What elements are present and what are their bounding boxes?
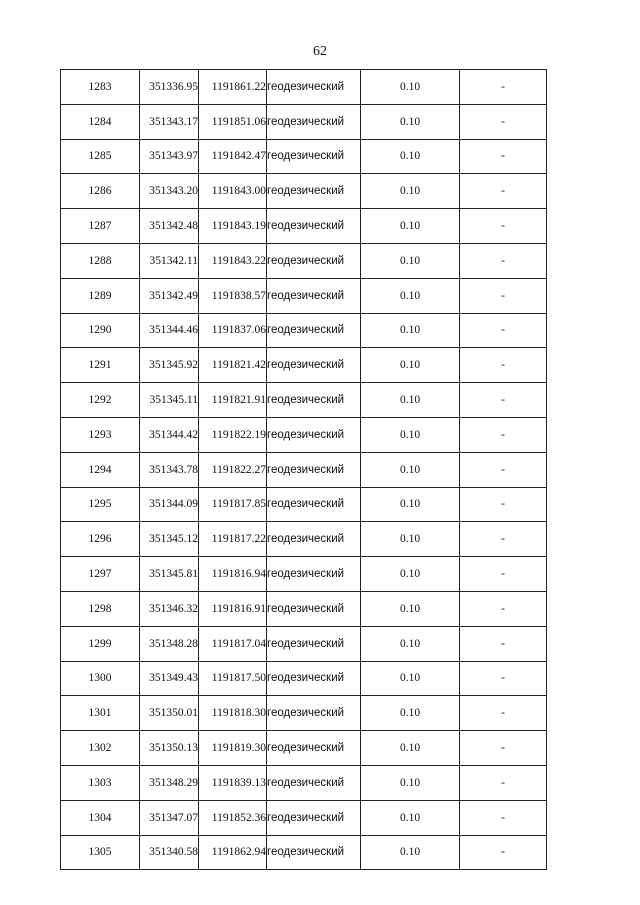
point-number-cell: 1295: [61, 487, 140, 522]
method-cell: геодезический: [267, 243, 361, 278]
note-cell: -: [460, 174, 547, 209]
note-cell: -: [460, 591, 547, 626]
accuracy-cell: 0.10: [361, 104, 460, 139]
method-cell: геодезический: [267, 765, 361, 800]
y-coordinate-cell: 1191817.04: [199, 626, 267, 661]
y-coordinate-cell: 1191839.13: [199, 765, 267, 800]
table-row: [61, 348, 547, 383]
note-cell: -: [460, 209, 547, 244]
x-coordinate-cell: 351343.78: [140, 452, 199, 487]
y-coordinate-cell: 1191818.30: [199, 696, 267, 731]
point-number-cell: 1292: [61, 383, 140, 418]
accuracy-cell: 0.10: [361, 243, 460, 278]
note-cell: -: [460, 417, 547, 452]
point-number-cell: 1288: [61, 243, 140, 278]
table-row: [61, 765, 547, 800]
point-number-cell: 1298: [61, 591, 140, 626]
x-coordinate-cell: 351344.46: [140, 313, 199, 348]
point-number-cell: 1296: [61, 522, 140, 557]
y-coordinate-cell: 1191821.42: [199, 348, 267, 383]
accuracy-cell: 0.10: [361, 70, 460, 105]
x-coordinate-cell: 351348.28: [140, 626, 199, 661]
y-coordinate-cell: 1191816.94: [199, 557, 267, 592]
accuracy-cell: 0.10: [361, 174, 460, 209]
point-number-cell: 1290: [61, 313, 140, 348]
method-cell: геодезический: [267, 417, 361, 452]
x-coordinate-cell: 351347.07: [140, 800, 199, 835]
y-coordinate-cell: 1191843.00: [199, 174, 267, 209]
table-row: [61, 417, 547, 452]
point-number-cell: 1291: [61, 348, 140, 383]
note-cell: -: [460, 452, 547, 487]
note-cell: -: [460, 278, 547, 313]
accuracy-cell: 0.10: [361, 591, 460, 626]
method-cell: геодезический: [267, 104, 361, 139]
accuracy-cell: 0.10: [361, 661, 460, 696]
method-cell: геодезический: [267, 522, 361, 557]
accuracy-cell: 0.10: [361, 696, 460, 731]
y-coordinate-cell: 1191851.06: [199, 104, 267, 139]
x-coordinate-cell: 351349.43: [140, 661, 199, 696]
point-number-cell: 1297: [61, 557, 140, 592]
point-number-cell: 1299: [61, 626, 140, 661]
table-row: [61, 209, 547, 244]
point-number-cell: 1302: [61, 731, 140, 766]
accuracy-cell: 0.10: [361, 487, 460, 522]
y-coordinate-cell: 1191852.36: [199, 800, 267, 835]
x-coordinate-cell: 351342.49: [140, 278, 199, 313]
accuracy-cell: 0.10: [361, 522, 460, 557]
note-cell: -: [460, 522, 547, 557]
point-number-cell: 1300: [61, 661, 140, 696]
x-coordinate-cell: 351350.01: [140, 696, 199, 731]
method-cell: геодезический: [267, 70, 361, 105]
point-number-cell: 1284: [61, 104, 140, 139]
point-number-cell: 1293: [61, 417, 140, 452]
accuracy-cell: 0.10: [361, 835, 460, 870]
method-cell: геодезический: [267, 626, 361, 661]
note-cell: -: [460, 70, 547, 105]
note-cell: -: [460, 626, 547, 661]
note-cell: -: [460, 765, 547, 800]
table-row: [61, 731, 547, 766]
y-coordinate-cell: 1191822.19: [199, 417, 267, 452]
note-cell: -: [460, 557, 547, 592]
method-cell: геодезический: [267, 174, 361, 209]
note-cell: -: [460, 243, 547, 278]
x-coordinate-cell: 351350.13: [140, 731, 199, 766]
x-coordinate-cell: 351343.17: [140, 104, 199, 139]
x-coordinate-cell: 351345.92: [140, 348, 199, 383]
method-cell: геодезический: [267, 557, 361, 592]
method-cell: геодезический: [267, 209, 361, 244]
table-row: [61, 591, 547, 626]
table-row: [61, 243, 547, 278]
table-row: [61, 452, 547, 487]
y-coordinate-cell: 1191862.94: [199, 835, 267, 870]
x-coordinate-cell: 351345.12: [140, 522, 199, 557]
point-number-cell: 1289: [61, 278, 140, 313]
point-number-cell: 1303: [61, 765, 140, 800]
table-row: [61, 835, 547, 870]
table-row: [61, 174, 547, 209]
note-cell: -: [460, 835, 547, 870]
y-coordinate-cell: 1191842.47: [199, 139, 267, 174]
y-coordinate-cell: 1191817.22: [199, 522, 267, 557]
table-row: [61, 487, 547, 522]
table-row: [61, 800, 547, 835]
method-cell: геодезический: [267, 731, 361, 766]
method-cell: геодезический: [267, 800, 361, 835]
table-row: [61, 139, 547, 174]
note-cell: -: [460, 731, 547, 766]
accuracy-cell: 0.10: [361, 278, 460, 313]
table-row: [61, 383, 547, 418]
point-number-cell: 1301: [61, 696, 140, 731]
x-coordinate-cell: 351336.95: [140, 70, 199, 105]
note-cell: -: [460, 313, 547, 348]
note-cell: -: [460, 104, 547, 139]
accuracy-cell: 0.10: [361, 209, 460, 244]
accuracy-cell: 0.10: [361, 348, 460, 383]
method-cell: геодезический: [267, 835, 361, 870]
table-row: [61, 70, 547, 105]
method-cell: геодезический: [267, 487, 361, 522]
y-coordinate-cell: 1191822.27: [199, 452, 267, 487]
accuracy-cell: 0.10: [361, 557, 460, 592]
table-row: [61, 522, 547, 557]
point-number-cell: 1305: [61, 835, 140, 870]
method-cell: геодезический: [267, 452, 361, 487]
x-coordinate-cell: 351345.11: [140, 383, 199, 418]
y-coordinate-cell: 1191837.06: [199, 313, 267, 348]
accuracy-cell: 0.10: [361, 417, 460, 452]
coordinates-table: [60, 69, 547, 870]
table-row: [61, 626, 547, 661]
note-cell: -: [460, 696, 547, 731]
x-coordinate-cell: 351342.48: [140, 209, 199, 244]
x-coordinate-cell: 351344.42: [140, 417, 199, 452]
accuracy-cell: 0.10: [361, 313, 460, 348]
accuracy-cell: 0.10: [361, 800, 460, 835]
note-cell: -: [460, 661, 547, 696]
table-row: [61, 661, 547, 696]
y-coordinate-cell: 1191843.19: [199, 209, 267, 244]
point-number-cell: 1286: [61, 174, 140, 209]
coordinates-table-body: [61, 70, 547, 870]
point-number-cell: 1304: [61, 800, 140, 835]
accuracy-cell: 0.10: [361, 765, 460, 800]
method-cell: геодезический: [267, 139, 361, 174]
method-cell: геодезический: [267, 696, 361, 731]
point-number-cell: 1287: [61, 209, 140, 244]
method-cell: геодезический: [267, 383, 361, 418]
y-coordinate-cell: 1191821.91: [199, 383, 267, 418]
y-coordinate-cell: 1191819.30: [199, 731, 267, 766]
accuracy-cell: 0.10: [361, 626, 460, 661]
note-cell: -: [460, 139, 547, 174]
accuracy-cell: 0.10: [361, 139, 460, 174]
method-cell: геодезический: [267, 313, 361, 348]
y-coordinate-cell: 1191838.57: [199, 278, 267, 313]
accuracy-cell: 0.10: [361, 731, 460, 766]
x-coordinate-cell: 351343.20: [140, 174, 199, 209]
x-coordinate-cell: 351343.97: [140, 139, 199, 174]
x-coordinate-cell: 351348.29: [140, 765, 199, 800]
accuracy-cell: 0.10: [361, 452, 460, 487]
table-row: [61, 313, 547, 348]
y-coordinate-cell: 1191816.91: [199, 591, 267, 626]
table-row: [61, 104, 547, 139]
method-cell: геодезический: [267, 348, 361, 383]
y-coordinate-cell: 1191861.22: [199, 70, 267, 105]
y-coordinate-cell: 1191843.22: [199, 243, 267, 278]
point-number-cell: 1294: [61, 452, 140, 487]
note-cell: -: [460, 800, 547, 835]
x-coordinate-cell: 351346.32: [140, 591, 199, 626]
x-coordinate-cell: 351342.11: [140, 243, 199, 278]
note-cell: -: [460, 383, 547, 418]
x-coordinate-cell: 351340.58: [140, 835, 199, 870]
method-cell: геодезический: [267, 591, 361, 626]
method-cell: геодезический: [267, 661, 361, 696]
table-row: [61, 557, 547, 592]
x-coordinate-cell: 351344.09: [140, 487, 199, 522]
note-cell: -: [460, 487, 547, 522]
point-number-cell: 1283: [61, 70, 140, 105]
point-number-cell: 1285: [61, 139, 140, 174]
page-number: 62: [313, 44, 327, 59]
y-coordinate-cell: 1191817.85: [199, 487, 267, 522]
table-row: [61, 696, 547, 731]
table-row: [61, 278, 547, 313]
y-coordinate-cell: 1191817.50: [199, 661, 267, 696]
x-coordinate-cell: 351345.81: [140, 557, 199, 592]
method-cell: геодезический: [267, 278, 361, 313]
note-cell: -: [460, 348, 547, 383]
accuracy-cell: 0.10: [361, 383, 460, 418]
